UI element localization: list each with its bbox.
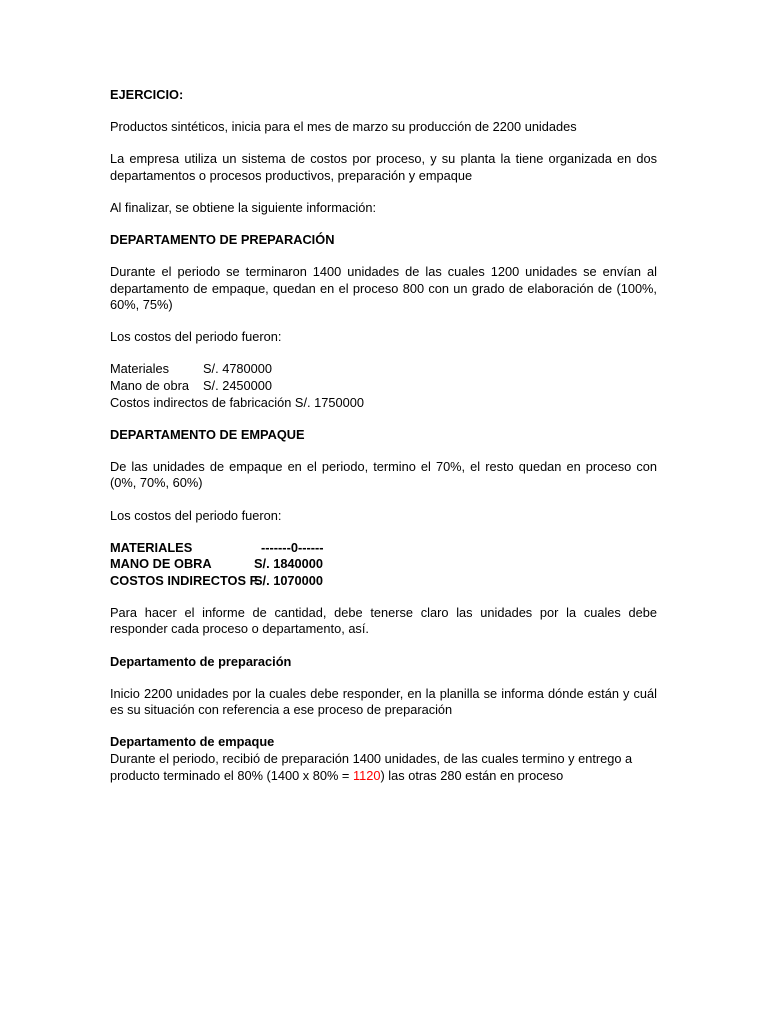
cost-row-mano-obra bbox=[110, 556, 657, 573]
cost-label: Mano de obra bbox=[110, 378, 189, 394]
empresa-paragraph: La empresa utiliza un sistema de costos por proceso, y su planta la tiene organizada en dos departamentos o procesos productivos, preparación y empaque bbox=[110, 151, 657, 183]
intro-paragraph: Productos sintéticos, inicia para el mes de marzo su producción de 2200 unidades bbox=[110, 119, 577, 135]
cost-row-indirectos bbox=[110, 573, 657, 590]
dep-emp-cost-list bbox=[110, 540, 657, 590]
cost-value: -------0------ bbox=[261, 539, 324, 555]
sub-prep-paragraph: Inicio 2200 unidades por la cuales debe responder, en la planilla se informa dónde están y cuál es su situación con referencia a ese proceso de preparación bbox=[110, 685, 657, 718]
cost-row-indirectos: Costos indirectos de fabricación S/. 1750000 bbox=[110, 394, 364, 410]
dep-prep-costos-label: Los costos del periodo fueron: bbox=[110, 329, 282, 345]
finalizar-paragraph: Al finalizar, se obtiene la siguiente información: bbox=[110, 199, 377, 215]
cost-row-mano-obra bbox=[110, 378, 657, 395]
cost-row-materiales bbox=[110, 540, 657, 557]
sub-prep-heading: Departamento de preparación bbox=[110, 653, 292, 669]
document-page bbox=[110, 87, 657, 784]
dep-emp-heading: DEPARTAMENTO DE EMPAQUE bbox=[110, 426, 305, 442]
cost-label: MANO DE OBRA bbox=[110, 556, 212, 572]
dep-prep-cost-list bbox=[110, 361, 657, 411]
cost-label: Materiales bbox=[110, 361, 170, 377]
cost-value: S/. 1840000 bbox=[254, 556, 324, 572]
sub-emp-text-after: ) las otras 280 están en proceso bbox=[380, 767, 564, 783]
cost-label: COSTOS INDIRECTOS F. bbox=[110, 572, 260, 588]
informe-paragraph: Para hacer el informe de cantidad, debe tenerse claro las unidades por la cuales debe responder cada proceso o departamento, así. bbox=[110, 604, 657, 637]
dep-prep-heading: DEPARTAMENTO DE PREPARACIÓN bbox=[110, 231, 335, 247]
highlighted-value: 1120 bbox=[352, 767, 381, 783]
cost-value: S/. 4780000 bbox=[203, 361, 273, 377]
sub-emp-paragraph bbox=[110, 751, 657, 784]
dep-prep-paragraph: Durante el periodo se terminaron 1400 unidades de las cuales 1200 unidades se envían al departamento de empaque, quedan en el proceso 800 con un grado de elaboración de (100%, 60%, 75%) bbox=[110, 264, 657, 313]
sub-emp-heading: Departamento de empaque bbox=[110, 734, 275, 750]
exercise-title: EJERCICIO: bbox=[110, 87, 184, 102]
cost-label: MATERIALES bbox=[110, 539, 193, 555]
cost-row-materiales bbox=[110, 361, 657, 378]
cost-value: S/. 1070000 bbox=[254, 572, 324, 588]
dep-emp-costos-label: Los costos del periodo fueron: bbox=[110, 507, 282, 523]
dep-emp-paragraph: De las unidades de empaque en el periodo, termino el 70%, el resto quedan en proceso con (0%, 70%, 60%) bbox=[110, 458, 657, 491]
cost-value: S/. 2450000 bbox=[203, 378, 273, 394]
sub-emp-text-before: Durante el periodo, recibió de preparación 1400 unidades, de las cuales termino y entrego a producto terminado el 80% (1400 x 80% = bbox=[110, 750, 633, 783]
